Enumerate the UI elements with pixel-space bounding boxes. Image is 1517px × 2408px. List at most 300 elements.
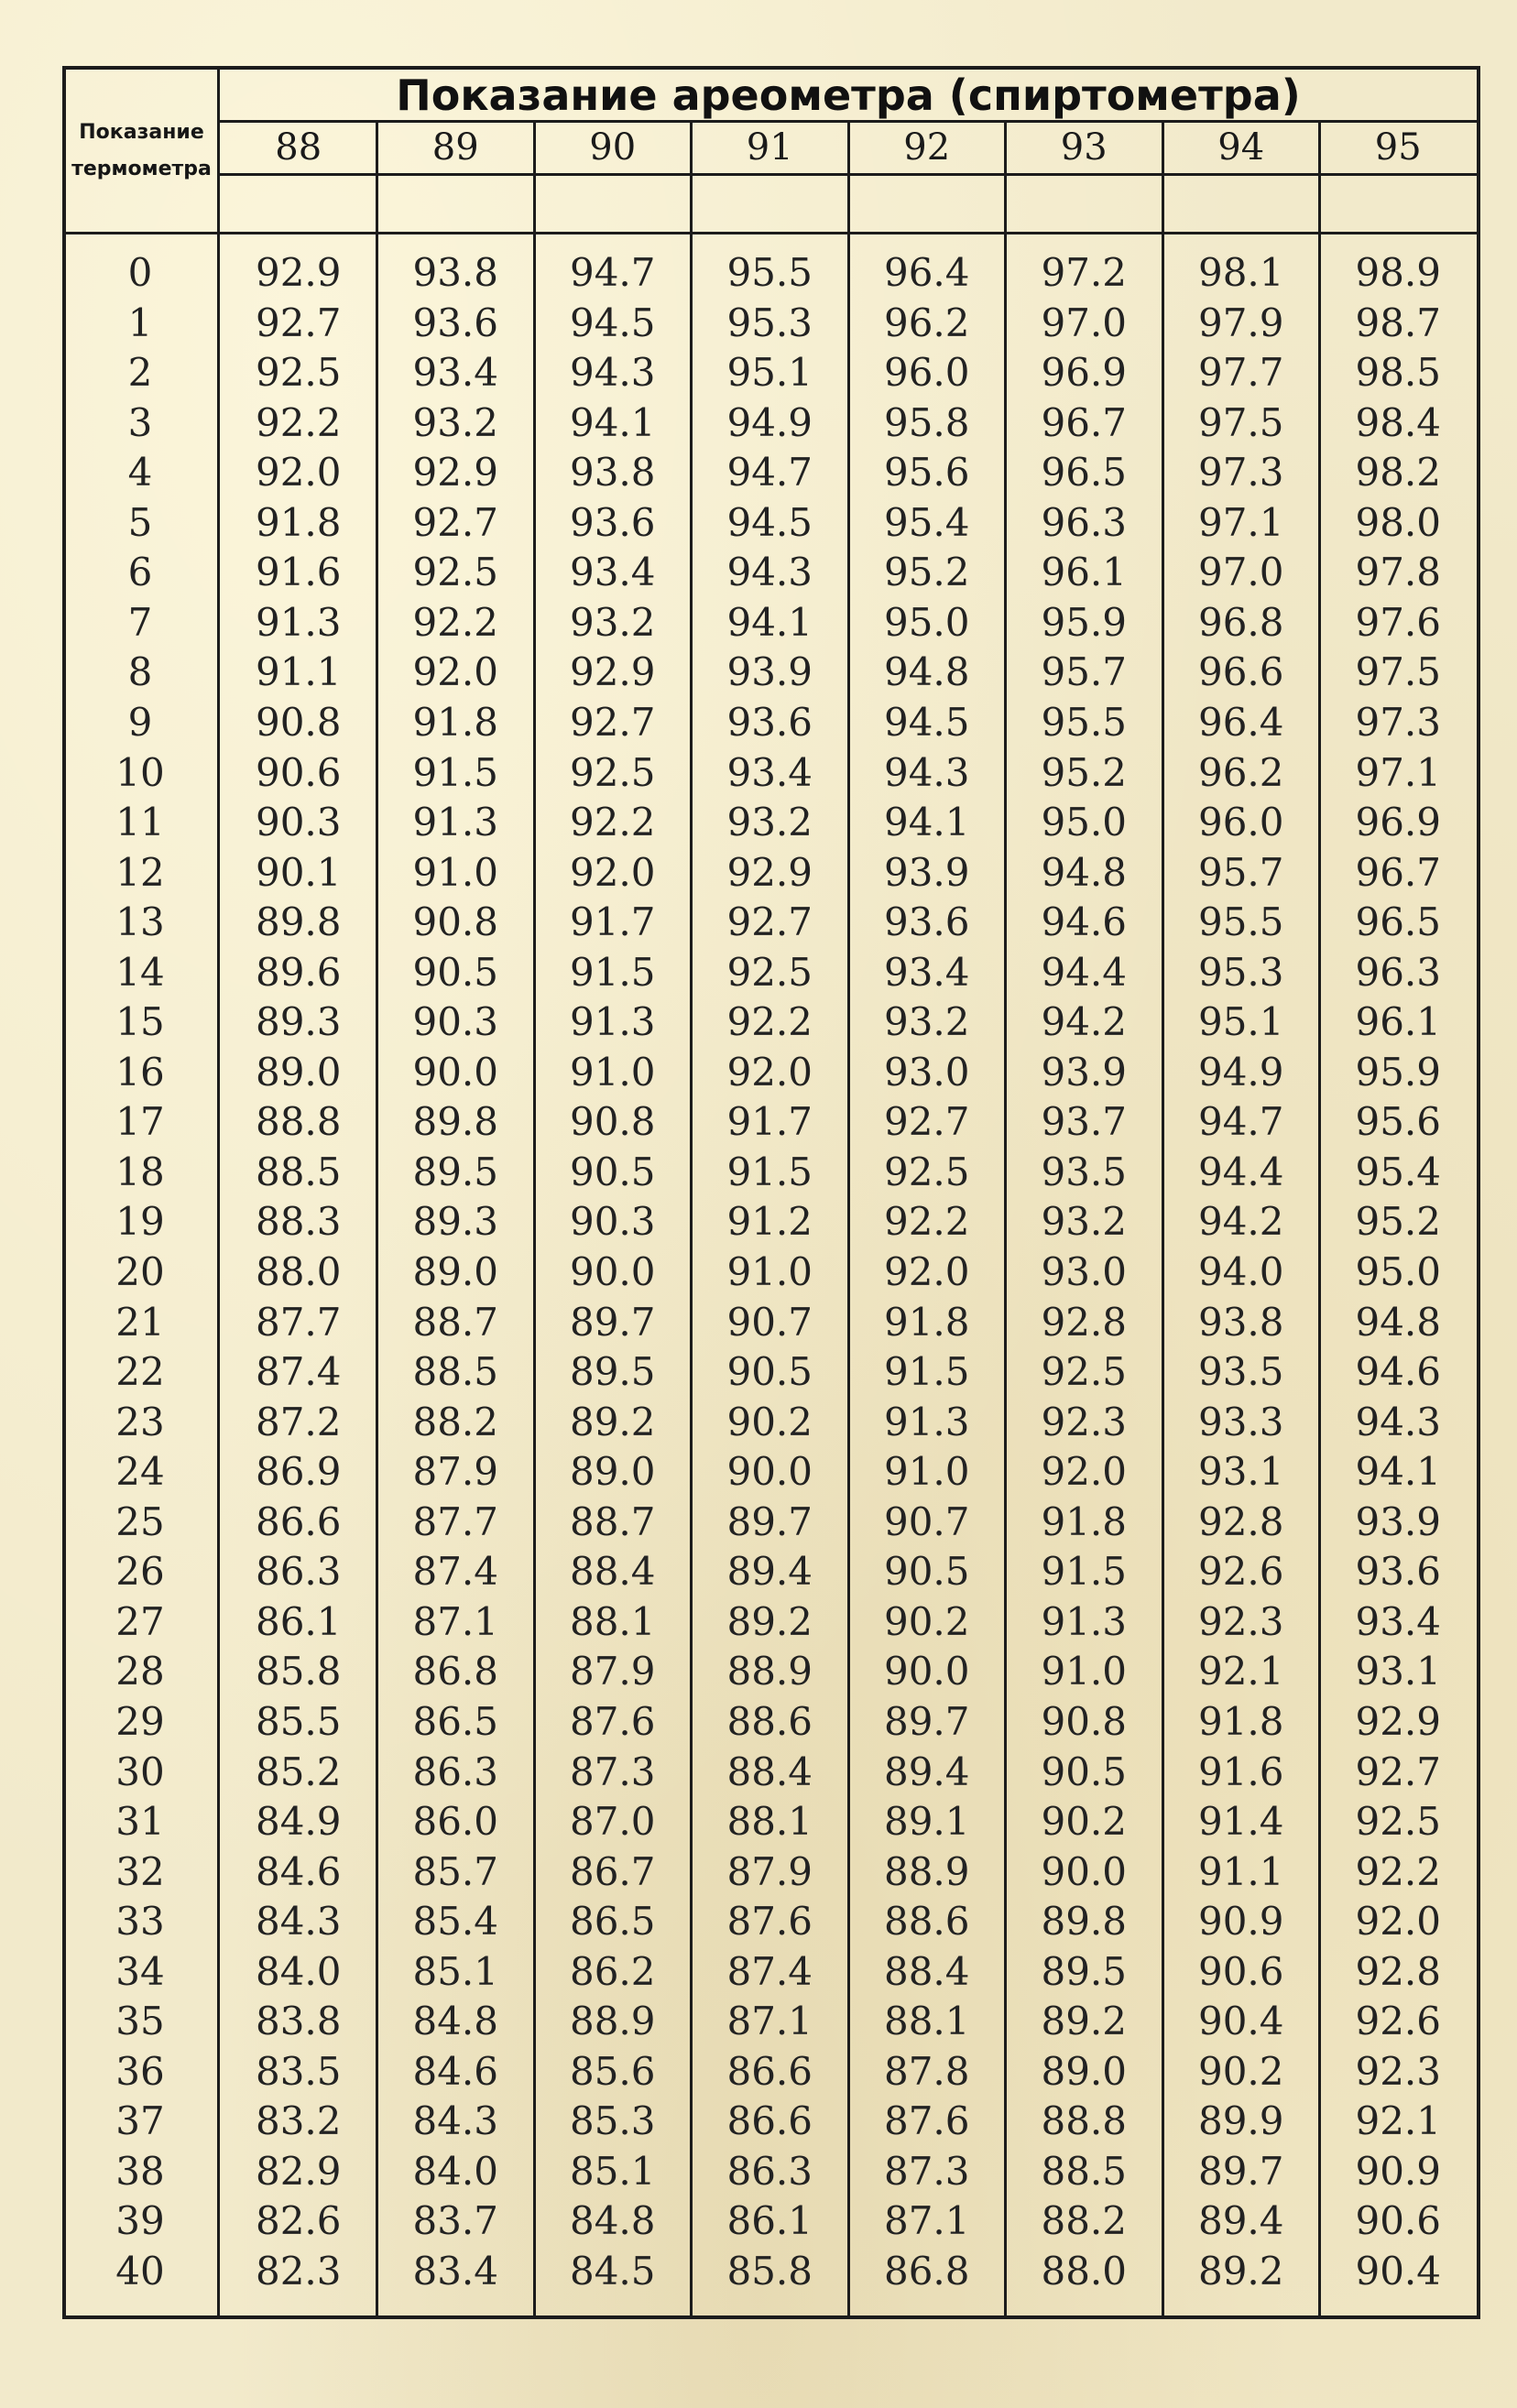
temperature-cell: 17: [115, 1099, 165, 1145]
strength-value-cell: 96.1: [1041, 550, 1127, 595]
strength-value-cell: 88.1: [569, 1598, 656, 1644]
strength-value-cell: 91.8: [1197, 1698, 1284, 1744]
strength-value-cell: 87.4: [412, 1549, 498, 1595]
strength-value-cell: 88.2: [412, 1399, 498, 1444]
table-row: [66, 448, 1477, 498]
strength-value-cell: 95.9: [1041, 599, 1127, 645]
strength-value-cell: 97.0: [1197, 550, 1284, 595]
table-row: [66, 299, 1477, 349]
strength-value-cell: 92.8: [1041, 1299, 1127, 1345]
strength-value-cell: 95.9: [1355, 1049, 1441, 1095]
strength-value-cell: 89.7: [1197, 2148, 1284, 2194]
strength-value-cell: 92.5: [1041, 1349, 1127, 1395]
strength-value-cell: 85.4: [412, 1899, 498, 1945]
thermometer-header: [66, 70, 217, 234]
strength-value-cell: 94.1: [726, 599, 813, 645]
strength-value-cell: 87.3: [883, 2148, 970, 2194]
strength-value-cell: 90.2: [883, 1598, 970, 1644]
strength-value-cell: 93.0: [1041, 1249, 1127, 1294]
strength-value-cell: 93.4: [726, 749, 813, 795]
strength-value-cell: 91.1: [1197, 1848, 1284, 1894]
strength-value-cell: 88.2: [1041, 2198, 1127, 2244]
table-row: [66, 798, 1477, 848]
strength-value-cell: 93.8: [1197, 1299, 1284, 1345]
strength-value-cell: 97.1: [1355, 749, 1441, 795]
strength-value-cell: 94.3: [726, 550, 813, 595]
strength-value-cell: 95.2: [1355, 1199, 1441, 1245]
strength-value-cell: 89.2: [1041, 1999, 1127, 2044]
strength-value-cell: 93.9: [1041, 1049, 1127, 1095]
strength-value-cell: 86.3: [412, 1749, 498, 1794]
strength-value-cell: 86.6: [255, 1498, 342, 1544]
strength-value-cell: 90.9: [1197, 1899, 1284, 1945]
strength-value-cell: 83.2: [255, 2098, 342, 2144]
strength-value-cell: 96.3: [1355, 949, 1441, 995]
table-row: [66, 548, 1477, 598]
strength-value-cell: 92.2: [883, 1199, 970, 1245]
strength-value-cell: 90.3: [255, 800, 342, 845]
strength-value-cell: 96.9: [1041, 350, 1127, 396]
temperature-cell: 8: [127, 649, 153, 695]
strength-value-cell: 95.6: [1355, 1099, 1441, 1145]
strength-value-cell: 96.7: [1355, 849, 1441, 895]
table-title: Показание ареометра (спиртометра): [220, 70, 1477, 123]
table-row: [66, 1847, 1477, 1898]
strength-value-cell: 87.9: [569, 1649, 656, 1694]
strength-value-cell: 92.2: [255, 399, 342, 445]
strength-value-cell: 94.5: [883, 699, 970, 745]
strength-value-cell: 92.9: [726, 849, 813, 895]
table-row: [66, 1748, 1477, 1798]
strength-value-cell: 94.2: [1197, 1199, 1284, 1245]
strength-value-cell: 92.3: [1041, 1399, 1127, 1444]
strength-value-cell: 92.7: [1355, 1749, 1441, 1794]
strength-value-cell: 92.5: [412, 550, 498, 595]
strength-value-cell: 95.0: [1355, 1249, 1441, 1294]
strength-value-cell: 86.0: [412, 1799, 498, 1845]
strength-value-cell: 89.5: [569, 1349, 656, 1395]
strength-value-cell: 91.8: [1041, 1498, 1127, 1544]
thermometer-header-line-2: термометра: [71, 157, 212, 180]
strength-value-cell: 85.7: [412, 1848, 498, 1894]
table-row: [66, 398, 1477, 449]
temperature-cell: 20: [115, 1249, 165, 1294]
temperature-cell: 6: [127, 550, 153, 595]
strength-value-cell: 90.2: [1041, 1799, 1127, 1845]
strength-value-cell: 84.6: [255, 1848, 342, 1894]
strength-value-cell: 87.7: [412, 1498, 498, 1544]
strength-value-cell: 85.1: [569, 2148, 656, 2194]
strength-value-cell: 92.0: [1355, 1899, 1441, 1945]
strength-value-cell: 86.2: [569, 1948, 656, 1994]
strength-value-cell: 92.3: [1197, 1598, 1284, 1644]
table-row: [66, 1148, 1477, 1198]
strength-value-cell: 96.2: [1197, 749, 1284, 795]
strength-value-cell: 90.8: [412, 899, 498, 945]
strength-value-cell: 97.6: [1355, 599, 1441, 645]
strength-value-cell: 88.4: [883, 1948, 970, 1994]
strength-value-cell: 93.2: [726, 800, 813, 845]
strength-value-cell: 91.4: [1197, 1799, 1284, 1845]
strength-value-cell: 86.8: [883, 2249, 970, 2294]
strength-value-cell: 90.7: [726, 1299, 813, 1345]
table-row: [66, 1647, 1477, 1697]
strength-value-cell: 87.3: [569, 1749, 656, 1794]
strength-value-cell: 94.9: [726, 399, 813, 445]
strength-value-cell: 92.6: [1355, 1999, 1441, 2044]
strength-value-cell: 90.7: [883, 1498, 970, 1544]
temperature-cell: 26: [115, 1549, 165, 1595]
strength-value-cell: 87.6: [569, 1698, 656, 1744]
table-row: [66, 2097, 1477, 2147]
temperature-cell: 0: [127, 250, 153, 295]
strength-value-cell: 92.8: [1355, 1948, 1441, 1994]
strength-value-cell: 84.6: [412, 2048, 498, 2094]
strength-value-cell: 89.5: [1041, 1948, 1127, 1994]
strength-value-cell: 90.8: [1041, 1698, 1127, 1744]
hydrometer-column-header: 92: [903, 126, 951, 169]
strength-value-cell: 87.7: [255, 1299, 342, 1345]
table-row: [66, 648, 1477, 698]
temperature-cell: 18: [115, 1149, 165, 1194]
strength-value-cell: 90.9: [1355, 2148, 1441, 2194]
strength-value-cell: 85.8: [255, 1649, 342, 1694]
strength-value-cell: 88.6: [883, 1899, 970, 1945]
strength-value-cell: 98.0: [1355, 499, 1441, 545]
strength-value-cell: 96.5: [1355, 899, 1441, 945]
strength-value-cell: 95.5: [726, 250, 813, 295]
table-row: [66, 348, 1477, 398]
strength-value-cell: 93.3: [1197, 1399, 1284, 1444]
thermometer-header-line-1: Показание: [79, 120, 204, 144]
strength-value-cell: 88.7: [412, 1299, 498, 1345]
strength-value-cell: 89.4: [726, 1549, 813, 1595]
strength-value-cell: 97.3: [1197, 450, 1284, 496]
strength-value-cell: 93.4: [883, 949, 970, 995]
table-row: [66, 1697, 1477, 1748]
table-row: [66, 848, 1477, 899]
strength-value-cell: 91.3: [1041, 1598, 1127, 1644]
temperature-cell: 31: [115, 1799, 165, 1845]
strength-value-cell: 94.5: [569, 300, 656, 345]
table-row: [66, 1498, 1477, 1548]
strength-value-cell: 90.3: [412, 999, 498, 1045]
temperature-cell: 36: [115, 2048, 165, 2094]
strength-value-cell: 86.5: [412, 1698, 498, 1744]
hydrometer-column-header: 95: [1374, 126, 1422, 169]
strength-value-cell: 89.2: [569, 1399, 656, 1444]
table-row: [66, 1197, 1477, 1248]
strength-value-cell: 83.4: [412, 2249, 498, 2294]
strength-value-cell: 89.8: [1041, 1899, 1127, 1945]
strength-value-cell: 83.5: [255, 2048, 342, 2094]
strength-value-cell: 89.2: [1197, 2249, 1284, 2294]
strength-value-cell: 91.6: [255, 550, 342, 595]
strength-value-cell: 89.7: [883, 1698, 970, 1744]
strength-value-cell: 96.2: [883, 300, 970, 345]
strength-value-cell: 92.3: [1355, 2048, 1441, 2094]
strength-value-cell: 85.5: [255, 1698, 342, 1744]
temperature-cell: 5: [127, 499, 153, 545]
table-row: [66, 2147, 1477, 2197]
temperature-cell: 33: [115, 1899, 165, 1945]
temperature-cell: 15: [115, 999, 165, 1045]
strength-value-cell: 92.7: [255, 300, 342, 345]
strength-value-cell: 92.2: [569, 800, 656, 845]
strength-value-cell: 86.3: [726, 2148, 813, 2194]
table-row: [66, 1797, 1477, 1847]
strength-value-cell: 88.5: [412, 1349, 498, 1395]
strength-value-cell: 92.7: [412, 499, 498, 545]
strength-value-cell: 94.2: [1041, 999, 1127, 1045]
strength-value-cell: 87.1: [726, 1999, 813, 2044]
strength-value-cell: 91.0: [726, 1249, 813, 1294]
temperature-cell: 32: [115, 1848, 165, 1894]
strength-value-cell: 84.0: [255, 1948, 342, 1994]
strength-value-cell: 87.2: [255, 1399, 342, 1444]
temperature-cell: 37: [115, 2098, 165, 2144]
strength-value-cell: 98.2: [1355, 450, 1441, 496]
strength-value-cell: 93.9: [883, 849, 970, 895]
strength-value-cell: 96.0: [1197, 800, 1284, 845]
strength-value-cell: 93.6: [883, 899, 970, 945]
temperature-cell: 24: [115, 1449, 165, 1495]
table-row: [66, 1897, 1477, 1947]
strength-value-cell: 86.6: [726, 2098, 813, 2144]
strength-value-cell: 93.4: [569, 550, 656, 595]
strength-value-cell: 87.6: [726, 1899, 813, 1945]
strength-value-cell: 91.0: [412, 849, 498, 895]
strength-value-cell: 92.2: [1355, 1848, 1441, 1894]
strength-value-cell: 90.4: [1355, 2249, 1441, 2294]
strength-value-cell: 91.5: [1041, 1549, 1127, 1595]
strength-value-cell: 92.9: [1355, 1698, 1441, 1744]
strength-value-cell: 95.7: [1197, 849, 1284, 895]
strength-value-cell: 96.4: [883, 250, 970, 295]
strength-value-cell: 96.9: [1355, 800, 1441, 845]
strength-value-cell: 90.0: [569, 1249, 656, 1294]
strength-value-cell: 85.1: [412, 1948, 498, 1994]
strength-value-cell: 89.0: [569, 1449, 656, 1495]
strength-value-cell: 89.3: [255, 999, 342, 1045]
strength-value-cell: 94.5: [726, 499, 813, 545]
strength-value-cell: 92.2: [726, 999, 813, 1045]
strength-value-cell: 87.9: [726, 1848, 813, 1894]
strength-value-cell: 95.3: [1197, 949, 1284, 995]
strength-value-cell: 89.4: [883, 1749, 970, 1794]
strength-value-cell: 92.8: [1197, 1498, 1284, 1544]
strength-value-cell: 95.1: [1197, 999, 1284, 1045]
strength-value-cell: 93.1: [1355, 1649, 1441, 1694]
table-row: [66, 2047, 1477, 2097]
strength-value-cell: 91.8: [255, 499, 342, 545]
strength-value-cell: 89.0: [412, 1249, 498, 1294]
strength-value-cell: 91.8: [883, 1299, 970, 1345]
strength-value-cell: 94.1: [883, 800, 970, 845]
strength-value-cell: 94.6: [1355, 1349, 1441, 1395]
strength-value-cell: 93.1: [1197, 1449, 1284, 1495]
strength-value-cell: 97.2: [1041, 250, 1127, 295]
strength-value-cell: 96.3: [1041, 499, 1127, 545]
temperature-cell: 28: [115, 1649, 165, 1694]
temperature-cell: 13: [115, 899, 165, 945]
strength-value-cell: 93.9: [1355, 1498, 1441, 1544]
temperature-cell: 10: [115, 749, 165, 795]
strength-value-cell: 84.3: [255, 1899, 342, 1945]
strength-value-cell: 92.2: [412, 599, 498, 645]
strength-value-cell: 90.5: [412, 949, 498, 995]
strength-value-cell: 84.3: [412, 2098, 498, 2144]
strength-value-cell: 85.8: [726, 2249, 813, 2294]
strength-value-cell: 97.1: [1197, 499, 1284, 545]
strength-value-cell: 95.3: [726, 300, 813, 345]
strength-value-cell: 90.2: [726, 1399, 813, 1444]
strength-value-cell: 94.3: [883, 749, 970, 795]
strength-value-cell: 95.1: [726, 350, 813, 396]
strength-value-cell: 91.5: [883, 1349, 970, 1395]
strength-value-cell: 88.4: [569, 1549, 656, 1595]
table-row: [66, 1947, 1477, 1998]
strength-value-cell: 90.4: [1197, 1999, 1284, 2044]
strength-value-cell: 92.0: [726, 1049, 813, 1095]
strength-value-cell: 95.8: [883, 399, 970, 445]
strength-value-cell: 92.5: [569, 749, 656, 795]
strength-value-cell: 91.7: [726, 1099, 813, 1145]
strength-value-cell: 88.5: [1041, 2148, 1127, 2194]
temperature-cell: 19: [115, 1199, 165, 1245]
strength-value-cell: 88.9: [726, 1649, 813, 1694]
strength-value-cell: 94.4: [1041, 949, 1127, 995]
table-row: [66, 598, 1477, 648]
strength-value-cell: 90.1: [255, 849, 342, 895]
strength-value-cell: 95.5: [1197, 899, 1284, 945]
strength-value-cell: 87.6: [883, 2098, 970, 2144]
strength-value-cell: 87.8: [883, 2048, 970, 2094]
strength-value-cell: 92.0: [1041, 1449, 1127, 1495]
strength-value-cell: 88.0: [1041, 2249, 1127, 2294]
strength-value-cell: 86.7: [569, 1848, 656, 1894]
strength-value-cell: 90.0: [1041, 1848, 1127, 1894]
table-row: [66, 248, 1477, 299]
strength-value-cell: 82.6: [255, 2198, 342, 2244]
strength-value-cell: 86.3: [255, 1549, 342, 1595]
table-row: [66, 1248, 1477, 1298]
table-row: [66, 948, 1477, 998]
strength-value-cell: 88.1: [883, 1999, 970, 2044]
strength-value-cell: 91.8: [412, 699, 498, 745]
strength-value-cell: 90.0: [412, 1049, 498, 1095]
strength-value-cell: 88.9: [569, 1999, 656, 2044]
table-row: [66, 1347, 1477, 1398]
strength-value-cell: 88.4: [726, 1749, 813, 1794]
strength-value-cell: 82.9: [255, 2148, 342, 2194]
strength-value-cell: 97.7: [1197, 350, 1284, 396]
table-row: [66, 2247, 1477, 2297]
strength-value-cell: 93.4: [1355, 1598, 1441, 1644]
temperature-cell: 40: [115, 2249, 165, 2294]
strength-value-cell: 91.5: [412, 749, 498, 795]
strength-value-cell: 95.4: [883, 499, 970, 545]
temperature-cell: 16: [115, 1049, 165, 1095]
strength-value-cell: 95.2: [1041, 749, 1127, 795]
strength-value-cell: 98.4: [1355, 399, 1441, 445]
strength-value-cell: 92.5: [1355, 1799, 1441, 1845]
strength-value-cell: 93.2: [412, 399, 498, 445]
strength-value-cell: 97.8: [1355, 550, 1441, 595]
strength-value-cell: 87.9: [412, 1449, 498, 1495]
strength-value-cell: 95.7: [1041, 649, 1127, 695]
strength-value-cell: 89.2: [726, 1598, 813, 1644]
strength-value-cell: 90.2: [1197, 2048, 1284, 2094]
strength-value-cell: 89.8: [412, 1099, 498, 1145]
temperature-cell: 21: [115, 1299, 165, 1345]
strength-value-cell: 94.0: [1197, 1249, 1284, 1294]
strength-value-cell: 95.0: [1041, 800, 1127, 845]
strength-value-cell: 90.6: [1355, 2198, 1441, 2244]
strength-value-cell: 92.1: [1197, 1649, 1284, 1694]
strength-value-cell: 89.0: [1041, 2048, 1127, 2094]
strength-value-cell: 98.7: [1355, 300, 1441, 345]
strength-value-cell: 92.1: [1355, 2098, 1441, 2144]
strength-value-cell: 87.4: [255, 1349, 342, 1395]
strength-value-cell: 83.8: [255, 1999, 342, 2044]
strength-value-cell: 93.6: [569, 499, 656, 545]
strength-value-cell: 93.8: [569, 450, 656, 496]
strength-value-cell: 89.7: [726, 1498, 813, 1544]
table-row: [66, 1997, 1477, 2047]
strength-value-cell: 92.5: [883, 1149, 970, 1194]
strength-value-cell: 94.3: [569, 350, 656, 396]
strength-value-cell: 85.2: [255, 1749, 342, 1794]
strength-value-cell: 93.5: [1197, 1349, 1284, 1395]
strength-value-cell: 91.7: [569, 899, 656, 945]
strength-value-cell: 96.4: [1197, 699, 1284, 745]
table-row: [66, 997, 1477, 1048]
strength-value-cell: 92.7: [883, 1099, 970, 1145]
strength-value-cell: 94.3: [1355, 1399, 1441, 1444]
strength-value-cell: 92.0: [569, 849, 656, 895]
hydrometer-column-header: 94: [1217, 126, 1265, 169]
strength-value-cell: 94.7: [569, 250, 656, 295]
strength-value-cell: 91.0: [1041, 1649, 1127, 1694]
temperature-cell: 3: [127, 399, 153, 445]
strength-value-cell: 97.5: [1197, 399, 1284, 445]
strength-value-cell: 95.6: [883, 450, 970, 496]
strength-value-cell: 87.0: [569, 1799, 656, 1845]
temperature-cell: 22: [115, 1349, 165, 1395]
strength-value-cell: 90.6: [255, 749, 342, 795]
strength-value-cell: 93.6: [412, 300, 498, 345]
strength-value-cell: 90.5: [569, 1149, 656, 1194]
strength-value-cell: 88.1: [726, 1799, 813, 1845]
temperature-cell: 12: [115, 849, 165, 895]
hydrometer-column-header: 91: [746, 126, 793, 169]
strength-value-cell: 86.8: [412, 1649, 498, 1694]
strength-value-cell: 89.1: [883, 1799, 970, 1845]
strength-value-cell: 96.1: [1355, 999, 1441, 1045]
strength-value-cell: 94.6: [1041, 899, 1127, 945]
strength-value-cell: 96.7: [1041, 399, 1127, 445]
temperature-cell: 1: [127, 300, 153, 345]
strength-value-cell: 84.8: [412, 1999, 498, 2044]
temperature-cell: 14: [115, 949, 165, 995]
strength-value-cell: 98.9: [1355, 250, 1441, 295]
strength-value-cell: 92.7: [569, 699, 656, 745]
strength-value-cell: 93.7: [1041, 1099, 1127, 1145]
strength-value-cell: 92.9: [412, 450, 498, 496]
temperature-cell: 35: [115, 1999, 165, 2044]
strength-value-cell: 91.1: [255, 649, 342, 695]
